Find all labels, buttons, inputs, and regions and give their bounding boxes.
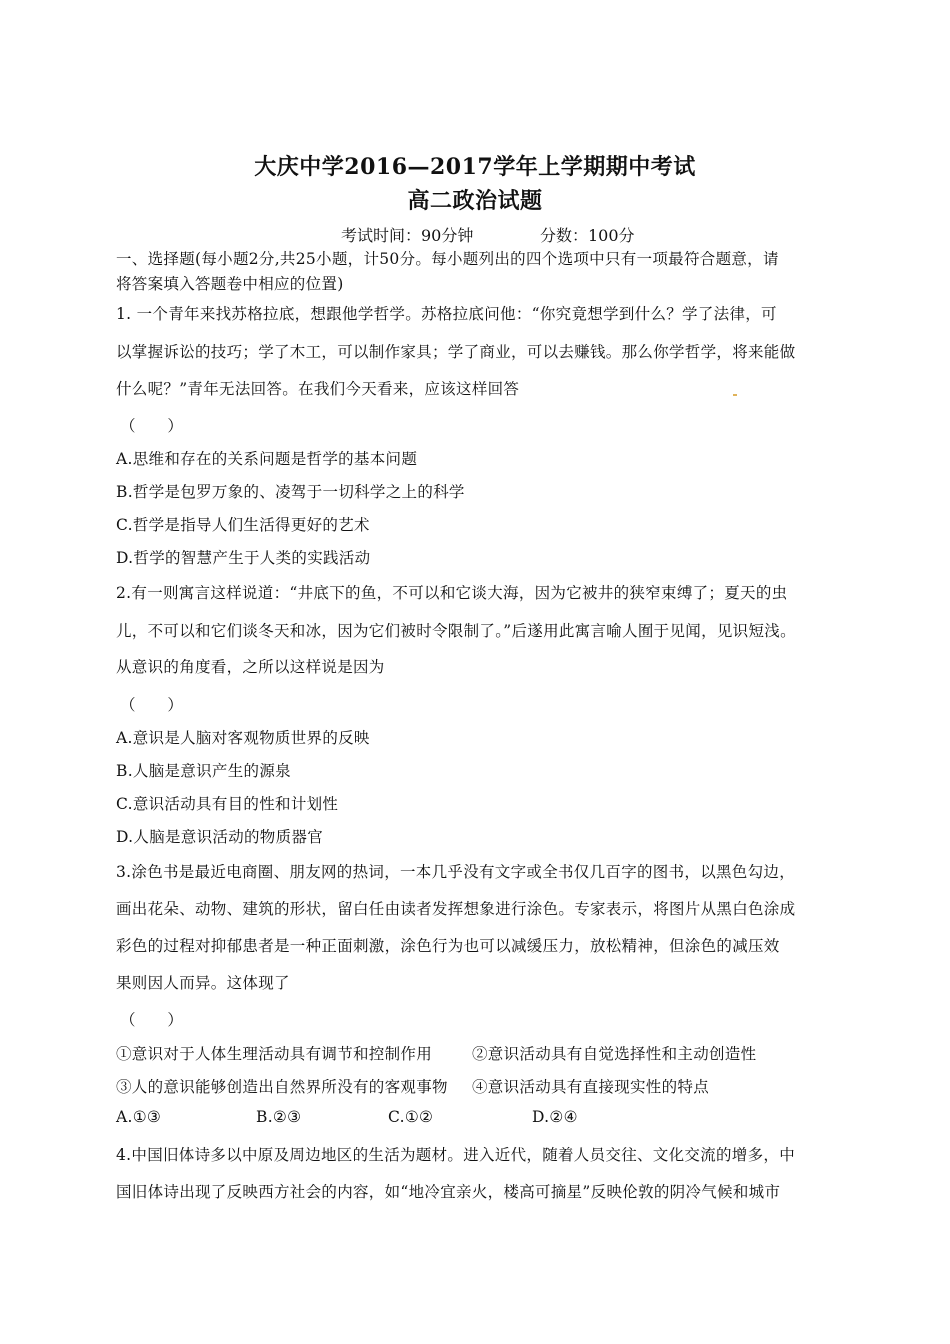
question-3-statement-1: ①意识对于人体生理活动具有调节和控制作用 xyxy=(116,1045,433,1063)
question-3-statement-3: ③人的意识能够创造出自然界所没有的客观事物 xyxy=(116,1078,448,1096)
question-3-stem-line-3: 彩色的过程对抑郁患者是一种正面刺激，涂色行为也可以减缓压力，放松精神，但涂色的减压效 xyxy=(116,937,780,955)
question-1-stem-line-1: 1. 一个青年来找苏格拉底，想跟他学哲学。苏格拉底问他：“你究竟想学到什么？学了法律，可 xyxy=(116,305,777,323)
question-1-option-d: D.哲学的智慧产生于人类的实践活动 xyxy=(116,549,371,567)
question-3-option-d: D.②④ xyxy=(532,1108,578,1126)
question-3-stem-line-1: 3.涂色书是最近电商圈、朋友网的热词，一本几乎没有文字或全书仅几百字的图书，以黑色勾边， xyxy=(116,863,795,881)
question-1-option-c: C.哲学是指导人们生活得更好的艺术 xyxy=(116,516,370,534)
question-2-stem-line-2: 儿，不可以和它们谈冬天和冰，因为它们被时令限制了。”后遂用此寓言喻人囿于见闻，见识短浅。 xyxy=(116,622,796,640)
question-2-option-c: C.意识活动具有目的性和计划性 xyxy=(116,795,339,813)
question-4-stem-line-2: 国旧体诗出现了反映西方社会的内容，如“地冷宜亲火，楼高可摘星”反映伦敦的阴冷气候和城市 xyxy=(116,1183,781,1201)
section-instruction-line-1: 一、选择题(每小题2分,共25小题，计50分。每小题列出的四个选项中只有一项最符合题意，请 xyxy=(116,250,779,268)
question-3-answer-blank: （ ） xyxy=(120,1011,184,1029)
question-4-stem-line-1: 4.中国旧体诗多以中原及周边地区的生活为题材。进入近代，随着人员交往、文化交流的增多，中 xyxy=(116,1146,795,1164)
question-3-statement-4: ④意识活动具有直接现实性的特点 xyxy=(472,1078,710,1096)
question-2-stem-line-3: 从意识的角度看，之所以这样说是因为 xyxy=(116,658,385,676)
question-2-answer-blank: （ ） xyxy=(120,696,184,714)
question-3-option-b: B.②③ xyxy=(256,1108,302,1126)
question-1-answer-blank: （ ） xyxy=(120,417,184,435)
question-2-option-b: B.人脑是意识产生的源泉 xyxy=(116,762,291,780)
exam-subtitle: 高二政治试题 xyxy=(407,188,543,214)
question-2-stem-line-1: 2.有一则寓言这样说道：“井底下的鱼，不可以和它谈大海，因为它被井的狭窄束缚了；夏天的虫 xyxy=(116,584,788,602)
question-3-stem-line-2: 画出花朵、动物、建筑的形状，留白任由读者发挥想象进行涂色。专家表示，将图片从黑白色涂成 xyxy=(116,900,796,918)
exam-title: 大庆中学2016—2017学年上学期期中考试 xyxy=(254,154,696,180)
question-1-option-a: A.思维和存在的关系问题是哲学的基本问题 xyxy=(116,450,418,468)
exam-time: 考试时间：90分钟 xyxy=(341,226,474,245)
question-2-option-d: D.人脑是意识活动的物质器官 xyxy=(116,828,324,846)
question-3-stem-line-4: 果则因人而异。这体现了 xyxy=(116,974,290,992)
question-1-stem-line-3: 什么呢？”青年无法回答。在我们今天看来，应该这样回答 xyxy=(116,380,520,398)
section-instruction-line-2: 将答案填入答题卷中相应的位置) xyxy=(116,275,344,293)
exam-score: 分数：100分 xyxy=(540,226,635,245)
question-2-option-a: A.意识是人脑对客观物质世界的反映 xyxy=(116,729,370,747)
question-1-stem-line-2: 以掌握诉讼的技巧；学了木工，可以制作家具；学了商业，可以去赚钱。那么你学哲学，将来能做 xyxy=(116,343,796,361)
scan-mark xyxy=(733,394,737,396)
question-3-option-a: A.①③ xyxy=(116,1108,162,1126)
question-3-option-c: C.①② xyxy=(388,1108,434,1126)
question-3-statement-2: ②意识活动具有自觉选择性和主动创造性 xyxy=(472,1045,757,1063)
question-1-option-b: B.哲学是包罗万象的、凌驾于一切科学之上的科学 xyxy=(116,483,465,501)
